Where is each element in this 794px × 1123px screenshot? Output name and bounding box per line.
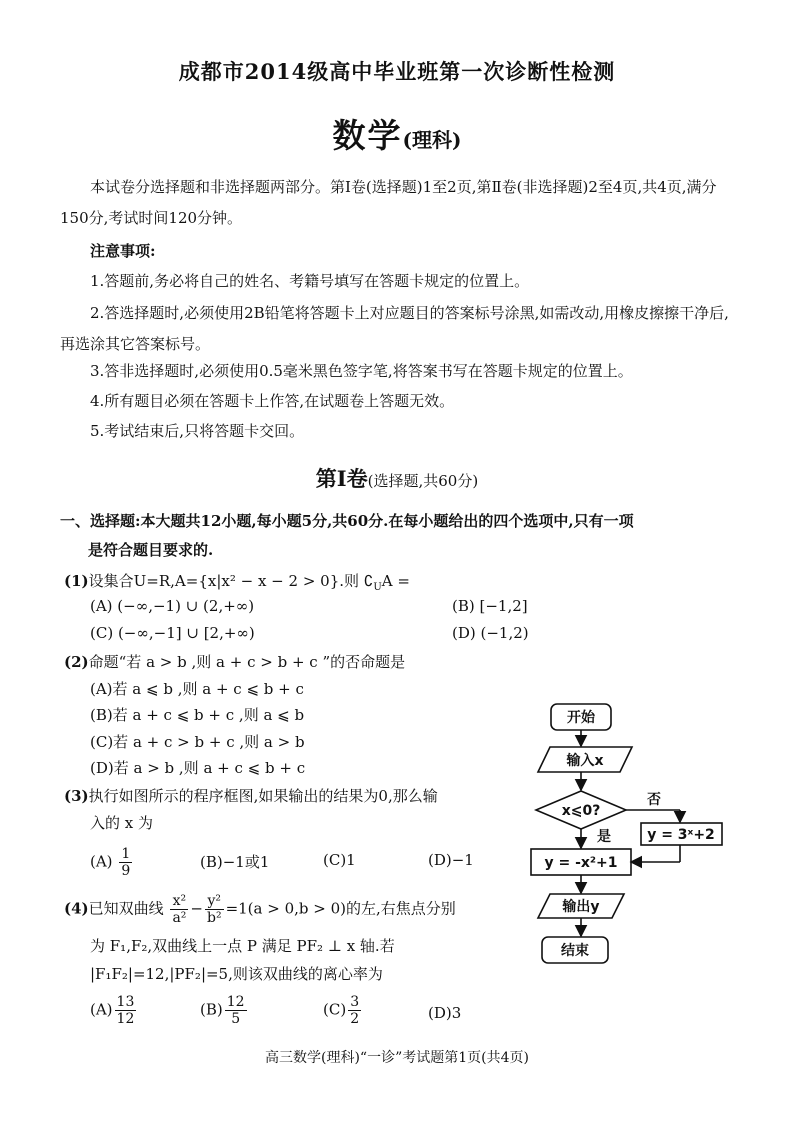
denominator: 5 [231,1011,241,1027]
denominator: 2 [350,1011,360,1027]
flowchart-end-label: 结束 [561,943,589,959]
question-4-fraction-x [170,893,188,926]
question-1-option-c: (C) (−∞,−1] ∪ [2,+∞) [90,624,255,642]
note-4: 4.所有题目必须在答题卡上作答,在试题卷上答题无效。 [90,392,455,410]
denominator: a² [172,910,187,926]
question-2-option-a: (A)若 a ⩽ b ,则 a + c ⩽ b + c [90,680,304,698]
note-2: 2.答选择题时,必须使用2B铅笔将答题卡上对应题目的答案标号涂黑,如需改动,用橡皮擦擦干净后,再选涂其它答案标号。 [60,304,729,353]
question-1-text: 设集合U=R,A={x|x² − x − 2 > 0}.则 ∁ [88,572,374,590]
question-4-option-a-label: (A) [90,1000,113,1019]
question-1-text-end: A = [381,572,410,590]
section-instruction-tail: 是符合题目要求的. [88,541,214,559]
subject-heading [0,110,794,157]
section-title: 第Ⅰ卷 [315,466,368,491]
question-1-option-a: (A) (−∞,−1) ∪ (2,+∞) [90,597,255,615]
denominator: b² [206,910,222,926]
numerator: 12 [226,994,245,1010]
numerator: 1 [121,846,131,862]
question-1-option-d: (D) (−1,2) [452,624,529,642]
question-3-option-b: (B)−1或1 [200,853,270,871]
question-1-stem [64,570,410,593]
question-4-stem [64,893,456,926]
question-2-text: 命题“若 a > b ,则 a + c > b + c ”的否命题是 [88,653,406,671]
question-4-text: 已知双曲线 [88,899,164,918]
question-4-option-c-label: (C) [323,1000,347,1019]
question-3-option-d: (D)−1 [428,851,474,869]
flowchart-no-branch-label: y = 3ˣ+2 [647,827,715,843]
question-2-option-b: (B)若 a + c ⩽ b + c ,则 a ⩽ b [90,706,305,724]
question-4-line2: 为 F₁,F₂,双曲线上一点 P 满足 PF₂ ⊥ x 轴.若 [90,937,395,955]
question-4-option-b-label: (B) [200,1000,223,1019]
question-4-option-a [90,994,138,1027]
question-1-sub: U [373,582,382,593]
question-4-number: (4) [64,899,89,918]
flowchart-input-label: 输入x [566,753,604,769]
section-subtitle: (选择题,共60分) [367,472,479,490]
flowchart-yes-label: 是 [597,829,611,845]
intro-paragraph: 本试卷分选择题和非选择题两部分。第Ⅰ卷(选择题)1至2页,第Ⅱ卷(非选择题)2至4页,共4页,满分150分,考试时间120分钟。 [60,178,717,227]
page-footer: 高三数学(理科)“一诊”考试题第1页(共4页) [265,1050,529,1066]
question-3-number: (3) [64,787,89,805]
denominator: 9 [121,863,131,879]
question-3-option-a [90,846,134,879]
question-4-option-b [200,994,249,1027]
question-4-line3: |F₁F₂|=12,|PF₂|=5,则该双曲线的离心率为 [90,965,383,983]
question-3-option-c: (C)1 [323,851,356,869]
flowchart-no-label: 否 [647,792,661,808]
denominator: 12 [116,1011,135,1027]
question-4-minus: − [190,899,203,918]
section-instruction: 一、选择题:本大题共12小题,每小题5分,共60分.在每小题给出的四个选项中,只有一项 [60,512,634,530]
numerator: 13 [116,994,135,1010]
note-5: 5.考试结束后,只将答题卡交回。 [90,422,305,440]
question-1-number: (1) [64,572,89,590]
notes-heading: 注意事项: [90,242,156,260]
exam-title: 成都市2014级高中毕业班第一次诊断性检测 [178,59,616,84]
numerator: x² [170,893,188,910]
question-4-option-a-fraction [115,994,137,1027]
flowchart-start-label: 开始 [567,710,595,726]
note-3: 3.答非选择题时,必须使用0.5毫米黑色签字笔,将答案书写在答题卡规定的位置上。 [90,362,633,380]
question-4-option-c [323,994,363,1027]
question-3-option-a-label: (A) [90,852,113,871]
question-4-text-post: =1(a > 0,b > 0)的左,右焦点分别 [225,899,456,918]
question-2-number: (2) [64,653,89,671]
question-3-text: 执行如图所示的程序框图,如果输出的结果为0,那么输 [88,787,438,805]
subject-name: 数学 [332,116,403,155]
flowchart-condition-label: x⩽0? [561,803,601,819]
flowchart [520,700,760,975]
question-4-option-c-fraction [348,994,361,1027]
question-4-fraction-y [205,893,224,926]
question-2-option-c: (C)若 a + c > b + c ,则 a > b [90,733,305,751]
question-1-option-b: (B) [−1,2] [452,597,528,615]
flowchart-yes-branch-label: y = -x²+1 [544,855,618,871]
flowchart-output-label: 输出y [562,899,600,915]
question-3-stem [64,785,438,806]
note-1: 1.答题前,务必将自己的姓名、考籍号填写在答题卡规定的位置上。 [90,272,530,290]
numerator: 3 [350,994,360,1010]
question-3-option-a-fraction [119,846,132,879]
question-4-option-b-fraction [225,994,247,1027]
section-heading [0,463,794,493]
question-2-stem [64,651,405,672]
question-4-option-d: (D)3 [428,1004,462,1022]
question-2-option-d: (D)若 a > b ,则 a + c ⩽ b + c [90,759,306,777]
question-3-stem-line2: 入的 x 为 [90,814,153,832]
subject-suffix: (理科) [402,128,462,152]
numerator: y² [205,893,224,910]
